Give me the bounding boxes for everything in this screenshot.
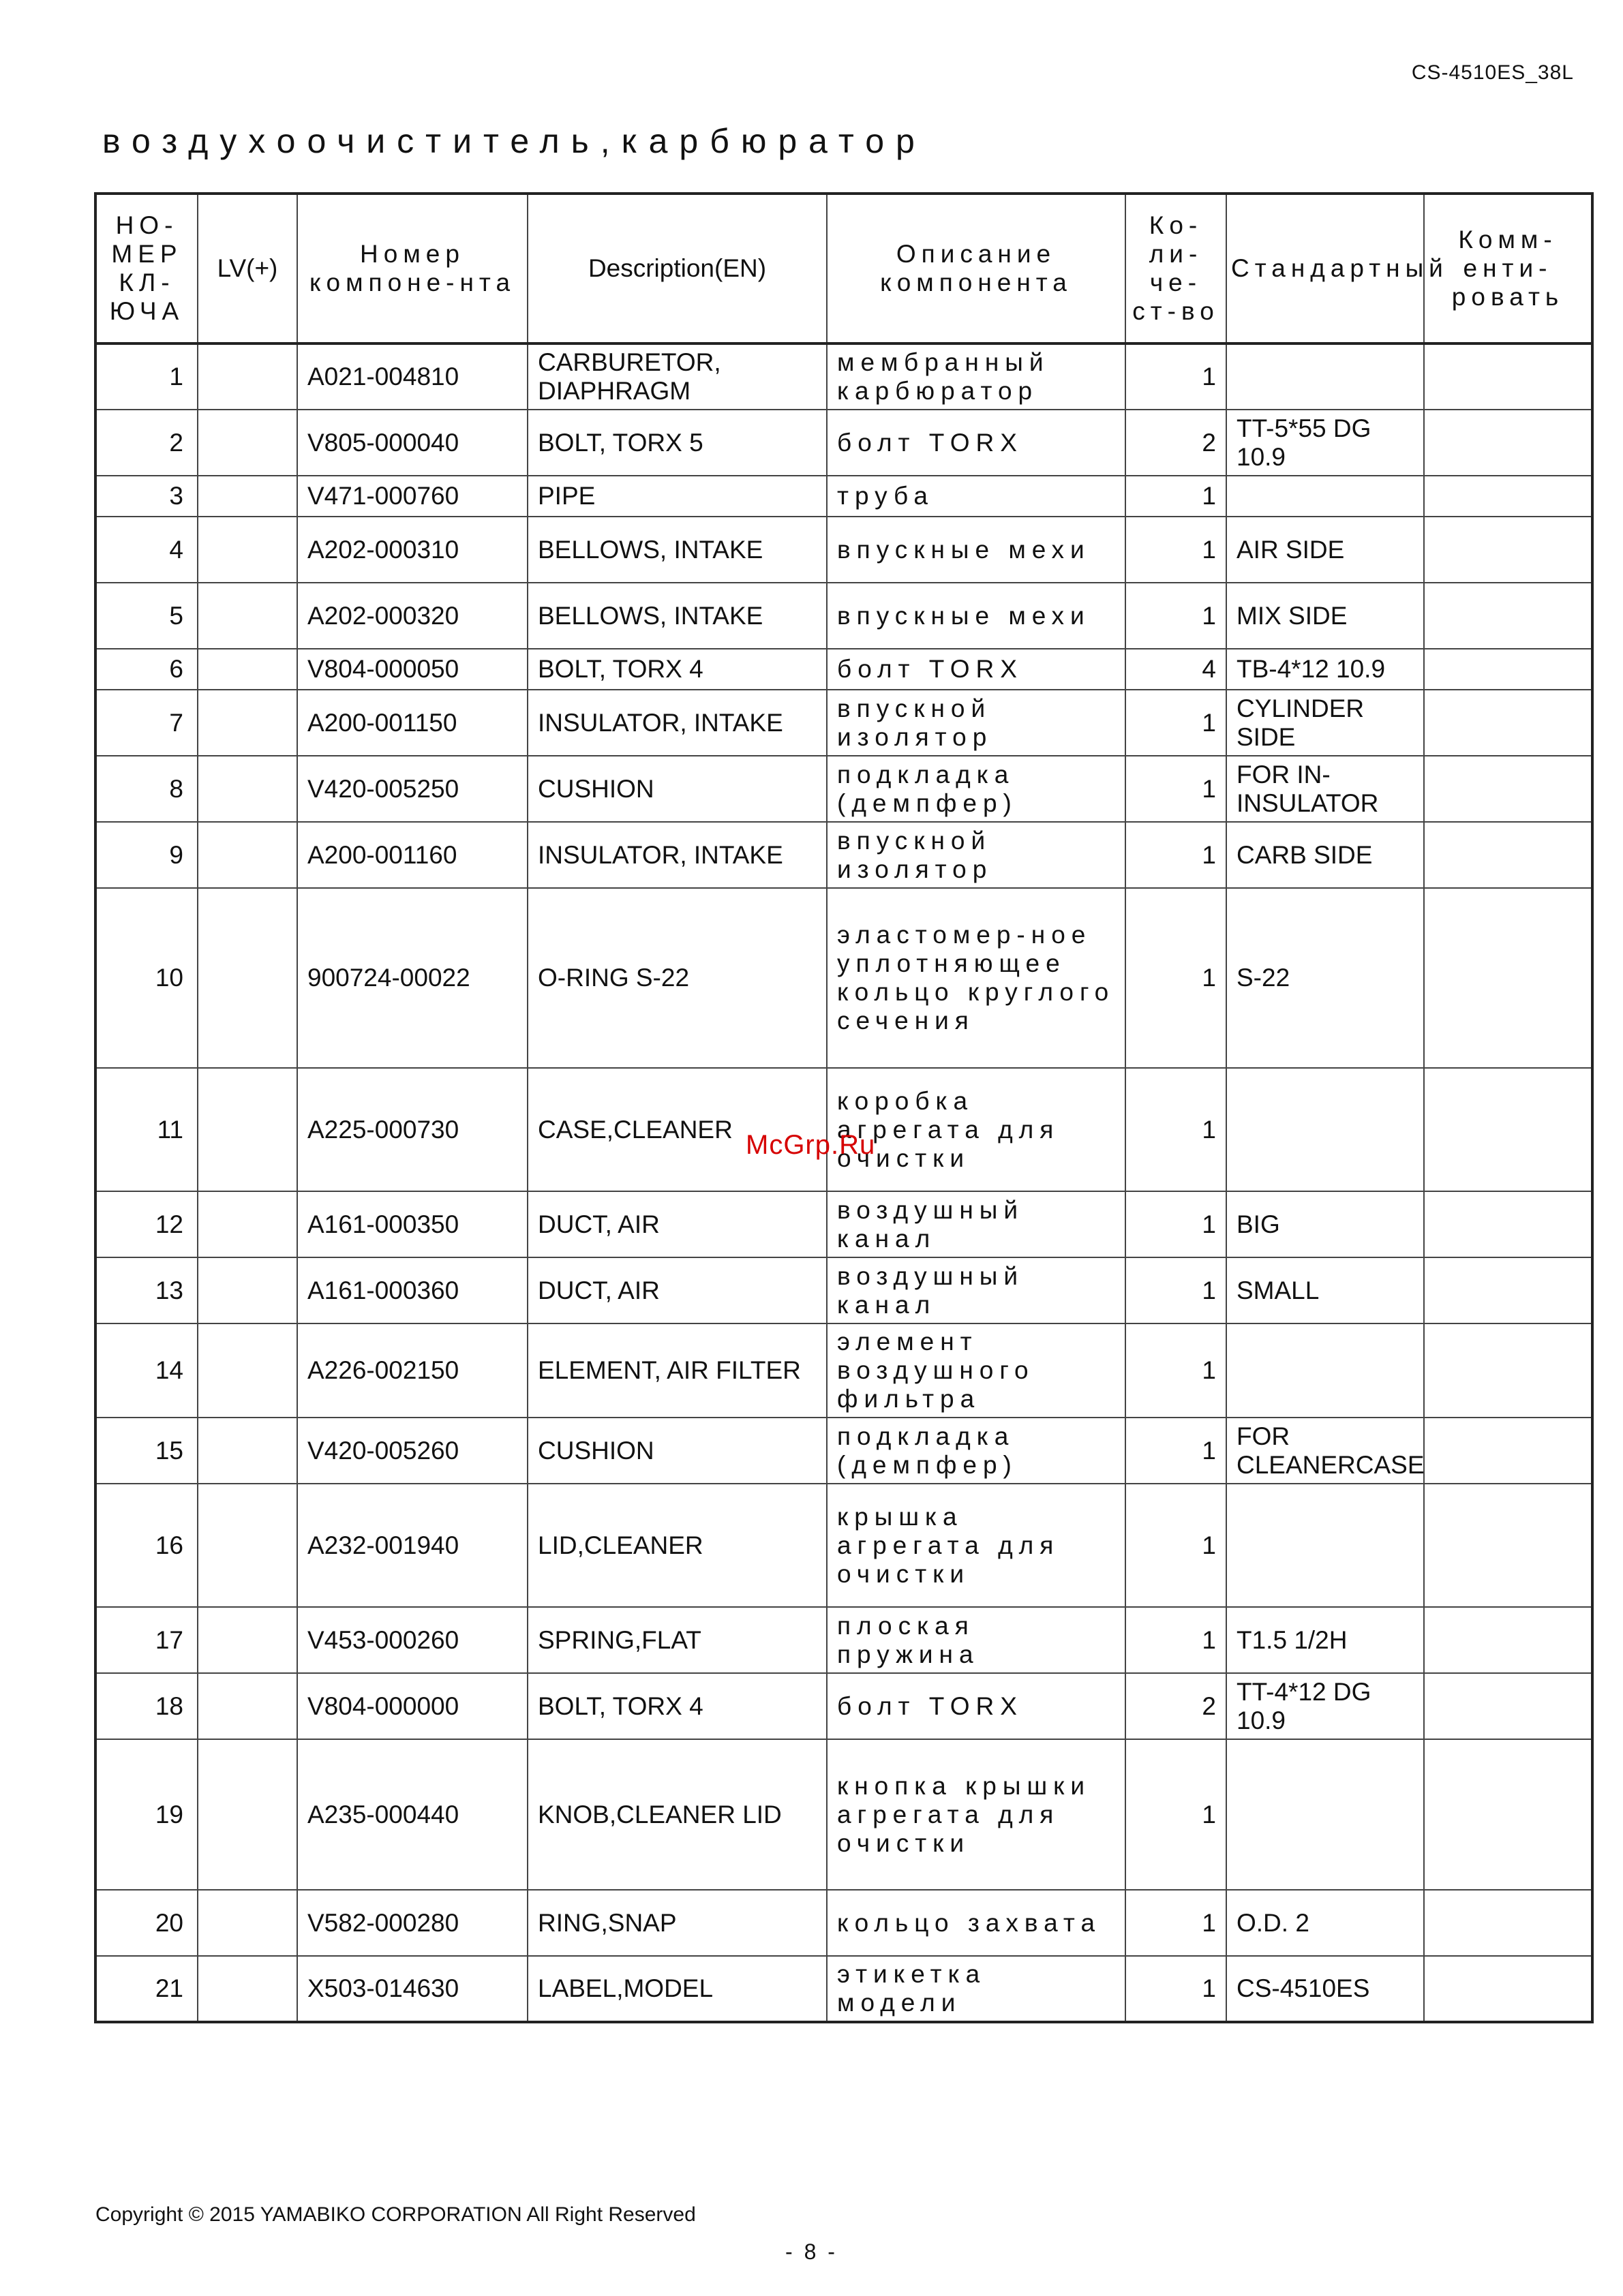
header-quantity: Ко-ли-че-ст-во [1125, 194, 1226, 343]
part-number-cell: A200-001160 [297, 822, 528, 888]
comment-cell [1424, 476, 1592, 517]
comment-cell [1424, 1068, 1592, 1191]
part-number-cell: A200-001150 [297, 690, 528, 756]
header-level: LV(+) [198, 194, 297, 343]
level-cell [198, 1323, 297, 1418]
table-row [95, 1607, 1592, 1673]
description-en-cell: DUCT, AIR [528, 1191, 827, 1257]
description-en-cell: LID,CLEANER [528, 1484, 827, 1607]
quantity-cell: 1 [1125, 1484, 1226, 1607]
parts-table [94, 192, 1594, 2023]
description-ru-cell: этикетка модели [827, 1956, 1125, 2022]
description-en-cell: BOLT, TORX 5 [528, 410, 827, 476]
standard-cell: AIR SIDE [1226, 517, 1424, 583]
level-cell [198, 343, 297, 410]
standard-cell: BIG [1226, 1191, 1424, 1257]
part-number-cell: A202-000320 [297, 583, 528, 649]
quantity-cell: 2 [1125, 410, 1226, 476]
standard-cell: T1.5 1/2H [1226, 1607, 1424, 1673]
standard-cell: TT-5*55 DG 10.9 [1226, 410, 1424, 476]
document-code: CS-4510ES_38L [1411, 61, 1574, 84]
level-cell [198, 1418, 297, 1484]
table-row [95, 1257, 1592, 1323]
comment-cell [1424, 822, 1592, 888]
quantity-cell: 1 [1125, 1257, 1226, 1323]
description-en-cell: O-RING S-22 [528, 888, 827, 1068]
table-row [95, 756, 1592, 822]
table-row [95, 517, 1592, 583]
standard-cell: CARB SIDE [1226, 822, 1424, 888]
quantity-cell: 1 [1125, 583, 1226, 649]
description-en-cell: CARBURETOR, DIAPHRAGM [528, 343, 827, 410]
part-number-cell: A235-000440 [297, 1739, 528, 1890]
standard-cell [1226, 343, 1424, 410]
comment-cell [1424, 517, 1592, 583]
description-ru-cell: болт TORX [827, 649, 1125, 690]
description-ru-cell: воздушный канал [827, 1257, 1125, 1323]
level-cell [198, 410, 297, 476]
comment-cell [1424, 1607, 1592, 1673]
key-number-cell: 8 [95, 756, 198, 822]
page-number: - 8 - [785, 2239, 838, 2264]
part-number-cell: A202-000310 [297, 517, 528, 583]
description-en-cell: BELLOWS, INTAKE [528, 517, 827, 583]
level-cell [198, 756, 297, 822]
standard-cell [1226, 1068, 1424, 1191]
key-number-cell: 10 [95, 888, 198, 1068]
part-number-cell: V804-000050 [297, 649, 528, 690]
level-cell [198, 649, 297, 690]
table-row [95, 1484, 1592, 1607]
standard-cell [1226, 1739, 1424, 1890]
comment-cell [1424, 343, 1592, 410]
description-ru-cell: подкладка (демпфер) [827, 1418, 1125, 1484]
key-number-cell: 9 [95, 822, 198, 888]
comment-cell [1424, 583, 1592, 649]
key-number-cell: 14 [95, 1323, 198, 1418]
header-description-en: Description(EN) [528, 194, 827, 343]
comment-cell [1424, 1257, 1592, 1323]
description-ru-cell: воздушный канал [827, 1191, 1125, 1257]
key-number-cell: 4 [95, 517, 198, 583]
standard-cell [1226, 1484, 1424, 1607]
description-en-cell: KNOB,CLEANER LID [528, 1739, 827, 1890]
header-key-number: НО-МЕР КЛ-ЮЧА [95, 194, 198, 343]
key-number-cell: 6 [95, 649, 198, 690]
part-number-cell: V453-000260 [297, 1607, 528, 1673]
table-header [95, 194, 1592, 343]
description-ru-cell: впускные мехи [827, 583, 1125, 649]
description-ru-cell: кольцо захвата [827, 1890, 1125, 1956]
key-number-cell: 12 [95, 1191, 198, 1257]
key-number-cell: 17 [95, 1607, 198, 1673]
key-number-cell: 19 [95, 1739, 198, 1890]
key-number-cell: 3 [95, 476, 198, 517]
table-row [95, 1191, 1592, 1257]
quantity-cell: 4 [1125, 649, 1226, 690]
description-ru-cell: болт TORX [827, 1673, 1125, 1739]
part-number-cell: V805-000040 [297, 410, 528, 476]
part-number-cell: A225-000730 [297, 1068, 528, 1191]
level-cell [198, 1257, 297, 1323]
level-cell [198, 690, 297, 756]
description-ru-cell: крышка агрегата для очистки [827, 1484, 1125, 1607]
standard-cell: CYLINDER SIDE [1226, 690, 1424, 756]
header-standard: Стандартный [1226, 194, 1424, 343]
key-number-cell: 21 [95, 1956, 198, 2022]
level-cell [198, 517, 297, 583]
header-part-number: Номер компоне-нта [297, 194, 528, 343]
description-en-cell: INSULATOR, INTAKE [528, 822, 827, 888]
description-ru-cell: впускные мехи [827, 517, 1125, 583]
comment-cell [1424, 1890, 1592, 1956]
standard-cell: TT-4*12 DG 10.9 [1226, 1673, 1424, 1739]
level-cell [198, 1607, 297, 1673]
quantity-cell: 1 [1125, 343, 1226, 410]
comment-cell [1424, 1418, 1592, 1484]
description-en-cell: LABEL,MODEL [528, 1956, 827, 2022]
standard-cell: TB-4*12 10.9 [1226, 649, 1424, 690]
level-cell [198, 476, 297, 517]
table-row [95, 1890, 1592, 1956]
quantity-cell: 1 [1125, 1323, 1226, 1418]
part-number-cell: V804-000000 [297, 1673, 528, 1739]
standard-cell: O.D. 2 [1226, 1890, 1424, 1956]
header-row [95, 194, 1592, 343]
description-ru-cell: плоская пружина [827, 1607, 1125, 1673]
table-row [95, 476, 1592, 517]
page-title: воздухоочиститель,карбюратор [102, 122, 926, 160]
description-ru-cell: мембранный карбюратор [827, 343, 1125, 410]
level-cell [198, 1739, 297, 1890]
description-en-cell: RING,SNAP [528, 1890, 827, 1956]
key-number-cell: 5 [95, 583, 198, 649]
key-number-cell: 13 [95, 1257, 198, 1323]
standard-cell: CS-4510ES [1226, 1956, 1424, 2022]
comment-cell [1424, 410, 1592, 476]
table-row [95, 410, 1592, 476]
quantity-cell: 1 [1125, 517, 1226, 583]
table-row [95, 1673, 1592, 1739]
standard-cell [1226, 476, 1424, 517]
level-cell [198, 822, 297, 888]
key-number-cell: 2 [95, 410, 198, 476]
comment-cell [1424, 1956, 1592, 2022]
table-row [95, 822, 1592, 888]
comment-cell [1424, 1323, 1592, 1418]
comment-cell [1424, 690, 1592, 756]
level-cell [198, 583, 297, 649]
header-comment: Комм-енти-ровать [1424, 194, 1592, 343]
part-number-cell: V471-000760 [297, 476, 528, 517]
key-number-cell: 20 [95, 1890, 198, 1956]
comment-cell [1424, 1484, 1592, 1607]
comment-cell [1424, 888, 1592, 1068]
watermark: McGrp.Ru [746, 1130, 876, 1160]
description-en-cell: INSULATOR, INTAKE [528, 690, 827, 756]
table-row [95, 1956, 1592, 2022]
level-cell [198, 1068, 297, 1191]
quantity-cell: 1 [1125, 1068, 1226, 1191]
description-en-cell: BOLT, TORX 4 [528, 1673, 827, 1739]
standard-cell: SMALL [1226, 1257, 1424, 1323]
comment-cell [1424, 1739, 1592, 1890]
quantity-cell: 1 [1125, 822, 1226, 888]
level-cell [198, 1673, 297, 1739]
table-row [95, 1418, 1592, 1484]
copyright-notice: Copyright © 2015 YAMABIKO CORPORATION All Right Reserved [95, 2203, 696, 2226]
standard-cell: S-22 [1226, 888, 1424, 1068]
description-en-cell: PIPE [528, 476, 827, 517]
key-number-cell: 7 [95, 690, 198, 756]
level-cell [198, 1956, 297, 2022]
quantity-cell: 1 [1125, 476, 1226, 517]
quantity-cell: 1 [1125, 1739, 1226, 1890]
key-number-cell: 16 [95, 1484, 198, 1607]
part-number-cell: A021-004810 [297, 343, 528, 410]
part-number-cell: V420-005250 [297, 756, 528, 822]
part-number-cell: V420-005260 [297, 1418, 528, 1484]
description-ru-cell: впускной изолятор [827, 822, 1125, 888]
part-number-cell: 900724-00022 [297, 888, 528, 1068]
quantity-cell: 1 [1125, 1607, 1226, 1673]
description-ru-cell: элемент воздушного фильтра [827, 1323, 1125, 1418]
standard-cell: MIX SIDE [1226, 583, 1424, 649]
description-ru-cell: впускной изолятор [827, 690, 1125, 756]
quantity-cell: 1 [1125, 888, 1226, 1068]
description-en-cell: CUSHION [528, 1418, 827, 1484]
table-row [95, 343, 1592, 410]
description-ru-cell: труба [827, 476, 1125, 517]
key-number-cell: 11 [95, 1068, 198, 1191]
table-row [95, 583, 1592, 649]
description-en-cell: CASE,CLEANER [528, 1068, 827, 1191]
level-cell [198, 1890, 297, 1956]
comment-cell [1424, 1191, 1592, 1257]
quantity-cell: 1 [1125, 1418, 1226, 1484]
description-ru-cell: коробка агрегата для очистки [827, 1068, 1125, 1191]
level-cell [198, 888, 297, 1068]
description-en-cell: ELEMENT, AIR FILTER [528, 1323, 827, 1418]
quantity-cell: 1 [1125, 1956, 1226, 2022]
table-row [95, 690, 1592, 756]
comment-cell [1424, 649, 1592, 690]
comment-cell [1424, 1673, 1592, 1739]
description-en-cell: CUSHION [528, 756, 827, 822]
table-body [95, 343, 1592, 2022]
part-number-cell: V582-000280 [297, 1890, 528, 1956]
part-number-cell: A226-002150 [297, 1323, 528, 1418]
quantity-cell: 2 [1125, 1673, 1226, 1739]
standard-cell: FOR IN-INSULATOR [1226, 756, 1424, 822]
description-en-cell: BELLOWS, INTAKE [528, 583, 827, 649]
level-cell [198, 1191, 297, 1257]
table-row [95, 649, 1592, 690]
part-number-cell: A161-000350 [297, 1191, 528, 1257]
level-cell [198, 1484, 297, 1607]
table-row [95, 1739, 1592, 1890]
key-number-cell: 18 [95, 1673, 198, 1739]
description-en-cell: SPRING,FLAT [528, 1607, 827, 1673]
quantity-cell: 1 [1125, 756, 1226, 822]
quantity-cell: 1 [1125, 690, 1226, 756]
key-number-cell: 15 [95, 1418, 198, 1484]
key-number-cell: 1 [95, 343, 198, 410]
table-row [95, 1323, 1592, 1418]
part-number-cell: X503-014630 [297, 1956, 528, 2022]
description-ru-cell: болт TORX [827, 410, 1125, 476]
description-ru-cell: подкладка (демпфер) [827, 756, 1125, 822]
description-en-cell: DUCT, AIR [528, 1257, 827, 1323]
standard-cell [1226, 1323, 1424, 1418]
quantity-cell: 1 [1125, 1890, 1226, 1956]
standard-cell: FOR CLEANERCASE [1226, 1418, 1424, 1484]
quantity-cell: 1 [1125, 1191, 1226, 1257]
part-number-cell: A232-001940 [297, 1484, 528, 1607]
description-en-cell: BOLT, TORX 4 [528, 649, 827, 690]
header-description-ru: Описание компонента [827, 194, 1125, 343]
description-ru-cell: эластомер-ное уплотняющее кольцо круглого сечения [827, 888, 1125, 1068]
part-number-cell: A161-000360 [297, 1257, 528, 1323]
description-ru-cell: кнопка крышки агрегата для очистки [827, 1739, 1125, 1890]
table-row [95, 888, 1592, 1068]
comment-cell [1424, 756, 1592, 822]
